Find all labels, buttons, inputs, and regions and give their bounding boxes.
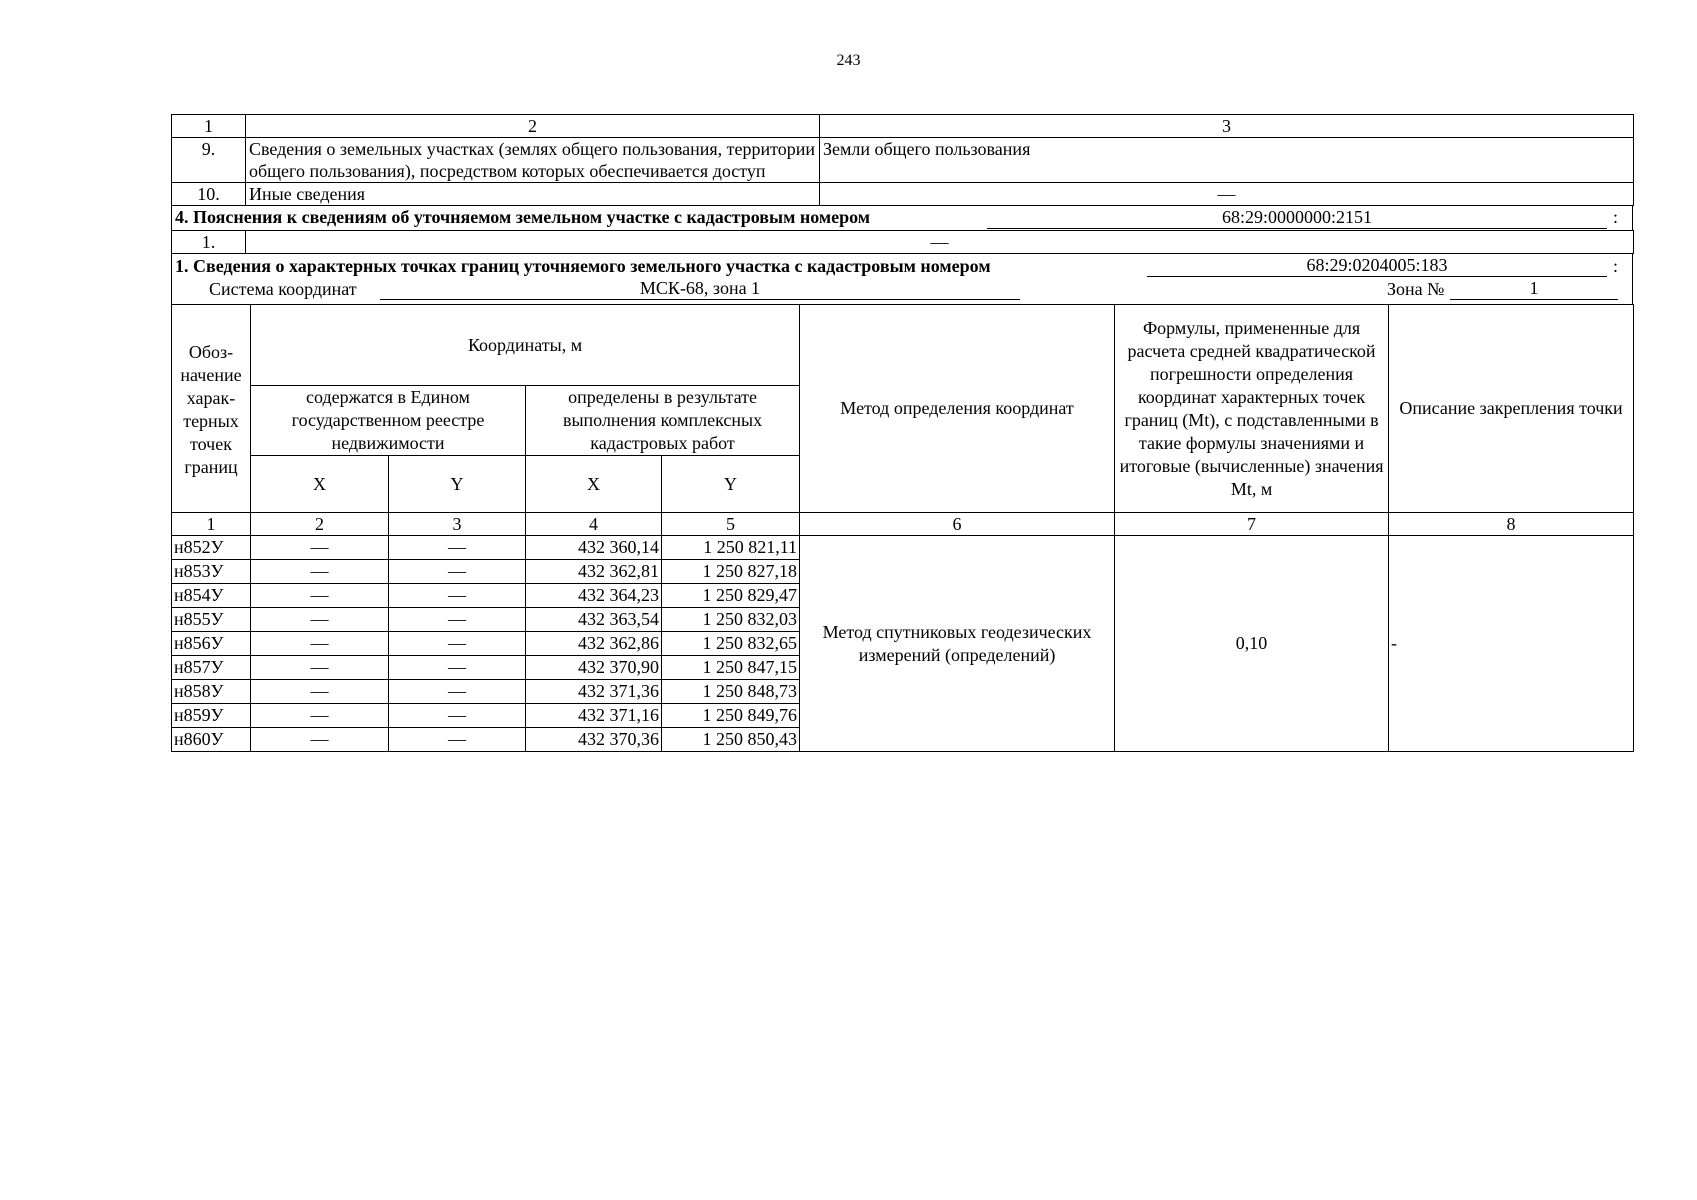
point-name: н853У (172, 560, 251, 584)
kkr-x: 432 371,16 (526, 704, 662, 728)
kkr-y: 1 250 829,47 (662, 584, 800, 608)
point-name: н852У (172, 536, 251, 560)
y-header: Y (662, 456, 800, 513)
egrn-header: содержатся в Едином государственном реестре недвижимости (251, 386, 526, 456)
kkr-y: 1 250 849,76 (662, 704, 800, 728)
column-number: 5 (662, 513, 800, 536)
header-cell: 1 (172, 115, 246, 138)
egrn-y: — (389, 560, 526, 584)
point-name: н854У (172, 584, 251, 608)
zone-value: 1 (1450, 278, 1618, 300)
section4-cadastral-number: 68:29:0000000:2151 (987, 206, 1607, 229)
method-value: Метод спутниковых геодезических измерений (определений) (800, 536, 1115, 752)
column-number: 2 (251, 513, 389, 536)
info-table (171, 114, 1634, 206)
kkr-x: 432 362,86 (526, 632, 662, 656)
table-row (172, 536, 1634, 560)
egrn-y: — (389, 680, 526, 704)
column-number: 6 (800, 513, 1115, 536)
header-cell: 2 (246, 115, 820, 138)
row-number: 1. (172, 231, 246, 254)
info-row (172, 138, 1634, 183)
coordinates-header: Координаты, м (251, 305, 800, 386)
coordinate-system-label: Система координат (209, 279, 357, 299)
info-table-header (172, 115, 1634, 138)
header-cell: 3 (820, 115, 1634, 138)
egrn-x: — (251, 560, 389, 584)
row-value: — (246, 231, 1634, 254)
egrn-x: — (251, 728, 389, 752)
column-number: 1 (172, 513, 251, 536)
mt-value: 0,10 (1115, 536, 1389, 752)
page-number: 243 (836, 52, 861, 69)
section4-title: 4. Пояснения к сведениям об уточняемом земельном участке с кадастровым номером (175, 207, 871, 227)
kkr-y: 1 250 827,18 (662, 560, 800, 584)
egrn-x: — (251, 536, 389, 560)
column-number: 3 (389, 513, 526, 536)
egrn-x: — (251, 656, 389, 680)
formulas-header: Формулы, примененные для расчета средней квадратической погрешности определения координат характерных точек границ (Mt), с подставленными в такие формулы значениями и итоговые (вычисленные) значения Mt, м (1115, 305, 1389, 513)
kkr-y: 1 250 847,15 (662, 656, 800, 680)
egrn-x: — (251, 632, 389, 656)
point-name: н856У (172, 632, 251, 656)
description-header: Описание закрепления точки (1389, 305, 1634, 513)
egrn-y: — (389, 632, 526, 656)
kkr-x: 432 362,81 (526, 560, 662, 584)
egrn-y: — (389, 608, 526, 632)
section4-colon: : (1612, 207, 1618, 227)
kkr-x: 432 360,14 (526, 536, 662, 560)
method-header: Метод определения координат (800, 305, 1115, 513)
point-name: н855У (172, 608, 251, 632)
points-table (171, 304, 1634, 752)
row-number: 10. (172, 183, 246, 206)
points-header-row (172, 305, 1634, 386)
egrn-x: — (251, 608, 389, 632)
kkr-x: 432 370,90 (526, 656, 662, 680)
point-name: н857У (172, 656, 251, 680)
coordinate-system-value: МСК-68, зона 1 (380, 278, 1020, 300)
section4-table (171, 230, 1634, 254)
kkr-y: 1 250 848,73 (662, 680, 800, 704)
egrn-y: — (389, 584, 526, 608)
section4-header (171, 206, 1633, 230)
egrn-x: — (251, 680, 389, 704)
section4-row (172, 231, 1634, 254)
column-number: 4 (526, 513, 662, 536)
egrn-y: — (389, 656, 526, 680)
point-name: н860У (172, 728, 251, 752)
section1-cadastral-number: 68:29:0204005:183 (1147, 255, 1607, 277)
row-value: Земли общего пользования (820, 138, 1634, 183)
x-header: X (526, 456, 662, 513)
info-row (172, 183, 1634, 206)
kkr-y: 1 250 832,03 (662, 608, 800, 632)
description-value: - (1389, 536, 1634, 752)
section1-colon: : (1612, 256, 1618, 276)
egrn-x: — (251, 704, 389, 728)
document (171, 114, 1633, 752)
row-number: 9. (172, 138, 246, 183)
point-name: н859У (172, 704, 251, 728)
egrn-y: — (389, 536, 526, 560)
kkr-header: определены в результате выполнения комплексных кадастровых работ (526, 386, 800, 456)
row-label: Иные сведения (246, 183, 820, 206)
x-header: X (251, 456, 389, 513)
kkr-x: 432 363,54 (526, 608, 662, 632)
designation-header: Обоз-начение харак-терных точек границ (172, 305, 251, 513)
column-number: 7 (1115, 513, 1389, 536)
kkr-y: 1 250 850,43 (662, 728, 800, 752)
section1-header (171, 254, 1633, 304)
column-numbers-row (172, 513, 1634, 536)
point-name: н858У (172, 680, 251, 704)
kkr-x: 432 371,36 (526, 680, 662, 704)
kkr-x: 432 364,23 (526, 584, 662, 608)
kkr-x: 432 370,36 (526, 728, 662, 752)
kkr-y: 1 250 821,11 (662, 536, 800, 560)
egrn-x: — (251, 584, 389, 608)
kkr-y: 1 250 832,65 (662, 632, 800, 656)
egrn-y: — (389, 728, 526, 752)
zone-label: Зона № (1387, 279, 1445, 299)
section1-title: 1. Сведения о характерных точках границ уточняемого земельного участка с кадастровым номером (175, 256, 991, 276)
column-number: 8 (1389, 513, 1634, 536)
egrn-y: — (389, 704, 526, 728)
row-value: — (820, 183, 1634, 206)
y-header: Y (389, 456, 526, 513)
row-label: Сведения о земельных участках (землях общего пользования, территории общего пользования), посредством которых обеспечивается доступ (246, 138, 820, 183)
